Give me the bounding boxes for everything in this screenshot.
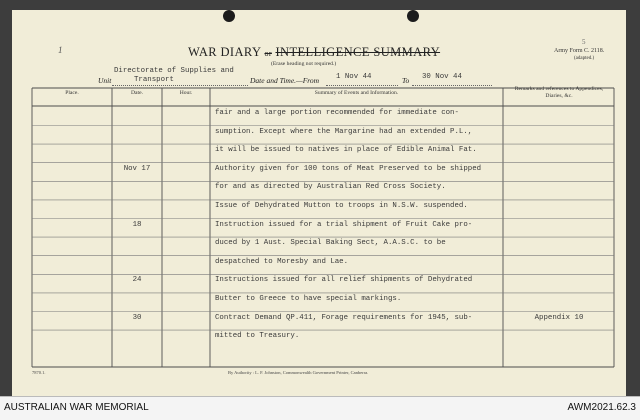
footer-accession-number: AWM2021.62.3 <box>567 402 636 413</box>
date-from-value: 1 Nov 44 <box>336 73 372 81</box>
title-or: or <box>264 49 272 58</box>
entry-summary-line: for and as directed by Australian Red Cross Society. <box>215 183 446 192</box>
entry-summary-line: fair and a large portion recommended for immediate con- <box>215 109 459 117</box>
print-code: 7870.1. <box>32 370 46 375</box>
date-to-value: 30 Nov 44 <box>422 73 462 81</box>
header-date: Date. <box>131 89 143 96</box>
corner-mark: 5 <box>582 38 586 46</box>
entry-summary-line: duced by 1 Aust. Special Baking Sect, A.A.S.C. to be <box>215 239 446 248</box>
header-place: Place. <box>65 89 79 96</box>
title-note: (Erase heading not required.) <box>271 61 337 67</box>
header-hour: Hour. <box>179 89 193 96</box>
unit-value-line2: Transport <box>134 76 174 84</box>
entry-date: 18 <box>132 220 142 229</box>
entry-summary-line: it will be issued to natives in place of Edible Animal Fat. <box>215 146 477 155</box>
unit-label: Unit <box>98 76 112 85</box>
page-number: 1 <box>58 45 63 55</box>
entry-summary-line: Authority given for 100 tons of Meat Preserved to be shipped <box>215 164 482 173</box>
entry-summary-line: Instructions issued for all relief shipments of Dehydrated <box>215 276 473 285</box>
entry-summary-line: Contract Demand QP.411, Forage requirements for 1945, sub- <box>215 313 473 322</box>
title-intelligence-summary: INTELLIGENCE SUMMARY <box>275 45 441 59</box>
entry-summary-line: Instruction issued for a trial shipment of Fruit Cake pro- <box>215 220 473 229</box>
entry-summary-line: mitted to Treasury. <box>215 332 300 341</box>
army-form-adapted: (adapted.) <box>574 56 595 61</box>
date-to-label: To <box>402 76 410 85</box>
title-war-diary: WAR DIARY <box>188 45 261 59</box>
footer-institution: AUSTRALIAN WAR MEMORIAL <box>4 402 149 413</box>
entry-date: Nov 17 <box>123 164 151 173</box>
entry-remarks: Appendix 10 <box>534 313 584 322</box>
entry-summary-line: Issue of Dehydrated Mutton to troops in N.S.W. suspended. <box>215 202 468 210</box>
header-remarks: Remarks and references to Appendices, Diaries, &c. <box>514 86 604 99</box>
army-form-number: Army Form C. 2118. <box>554 48 605 54</box>
printer-authority: By Authority : L. F. Johnston, Commonwealth Government Printer, Canberra. <box>228 370 369 375</box>
archive-footer <box>0 396 640 420</box>
date-time-label: Date and Time.—From <box>250 76 320 85</box>
entry-summary-line: despatched to Moresby and Lae. <box>215 257 349 266</box>
header-summary: Summary of Events and Information. <box>314 89 399 96</box>
entry-summary-line: Butter to Greece to have special markings. <box>215 295 402 303</box>
entry-date: 24 <box>132 276 142 285</box>
entry-date: 30 <box>132 313 142 322</box>
unit-value-line1: Directorate of Supplies and <box>114 67 234 75</box>
entry-summary-line: sumption. Except where the Margarine had an extended P.L., <box>215 127 473 136</box>
